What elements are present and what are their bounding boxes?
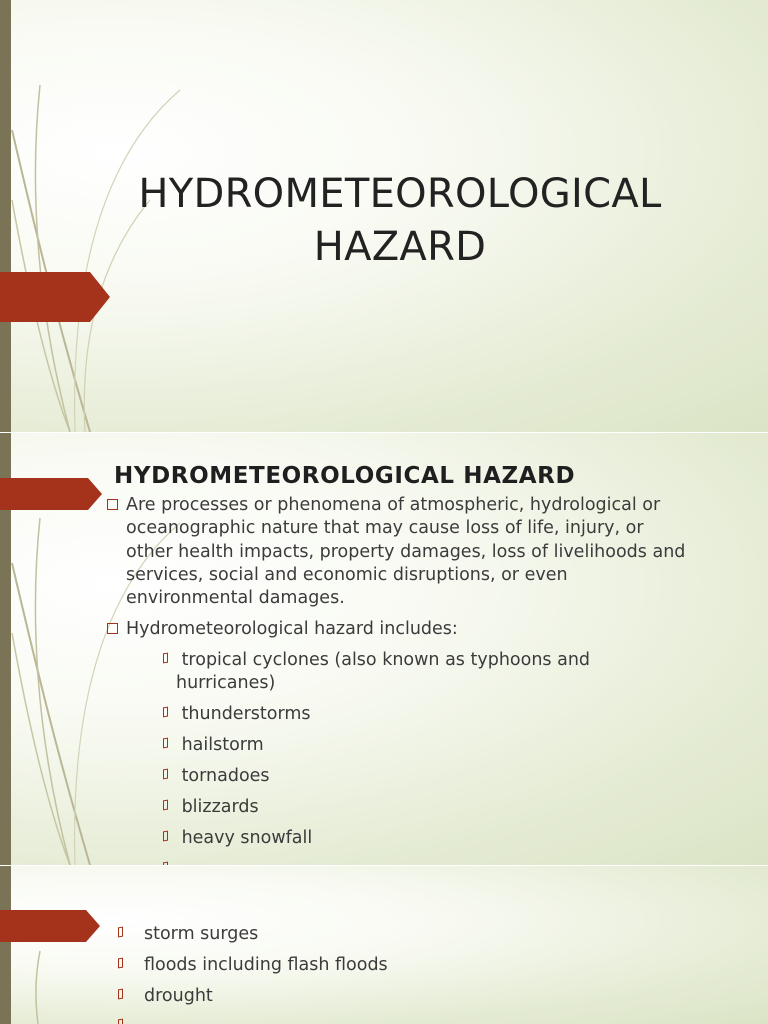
content-slide bbox=[0, 433, 768, 865]
sub-bullet-icon bbox=[163, 800, 168, 811]
square-bullet-icon bbox=[107, 499, 118, 510]
bullet-includes: Hydrometeorological hazard includes: bbox=[126, 619, 458, 639]
list-item: thunderstorms bbox=[176, 704, 311, 724]
sub-bullet-icon bbox=[163, 653, 168, 664]
title-slide bbox=[0, 0, 768, 432]
sub-bullet-icon bbox=[118, 927, 123, 938]
list-item: tropical cyclones (also known as typhoons and bbox=[176, 650, 591, 670]
list-item: tornadoes bbox=[176, 766, 270, 786]
list-item: storm surges bbox=[144, 924, 259, 944]
sub-bullet-icon bbox=[163, 769, 168, 780]
text-line: oceanographic nature that may cause loss of life, injury, or bbox=[126, 518, 644, 539]
sub-bullet-icon bbox=[118, 1019, 123, 1024]
continuation-slide bbox=[0, 866, 768, 1024]
slide-title: HYDROMETEOROLOGICAL HAZARD bbox=[138, 171, 662, 270]
list-item: drought bbox=[144, 986, 213, 1006]
sub-bullet-icon bbox=[163, 831, 168, 842]
list-item: floods including flash floods bbox=[144, 955, 388, 975]
list-item: heavy snowfall bbox=[176, 828, 313, 848]
sub-bullet-icon bbox=[163, 707, 168, 718]
text-line: services, social and economic disruptions, or even bbox=[126, 564, 568, 585]
bullet-definition bbox=[126, 494, 756, 610]
sub-bullet-icon bbox=[163, 738, 168, 749]
text-line: environmental damages. bbox=[126, 588, 345, 609]
accent-arrow bbox=[0, 910, 100, 942]
text-line: other health impacts, property damages, loss of livelihoods and bbox=[126, 541, 686, 562]
accent-arrow bbox=[0, 478, 102, 510]
list-item: hailstorm bbox=[176, 735, 264, 755]
sub-bullet-icon bbox=[118, 989, 123, 1000]
list-item: blizzards bbox=[176, 797, 259, 817]
list-item-continued: hurricanes) bbox=[176, 673, 276, 693]
square-bullet-icon bbox=[107, 623, 118, 634]
accent-arrow bbox=[0, 272, 110, 322]
slide-heading: HYDROMETEOROLOGICAL HAZARD bbox=[114, 463, 576, 489]
sub-bullet-icon bbox=[118, 958, 123, 969]
text-line: Are processes or phenomena of atmospheric, hydrological or bbox=[126, 495, 661, 515]
